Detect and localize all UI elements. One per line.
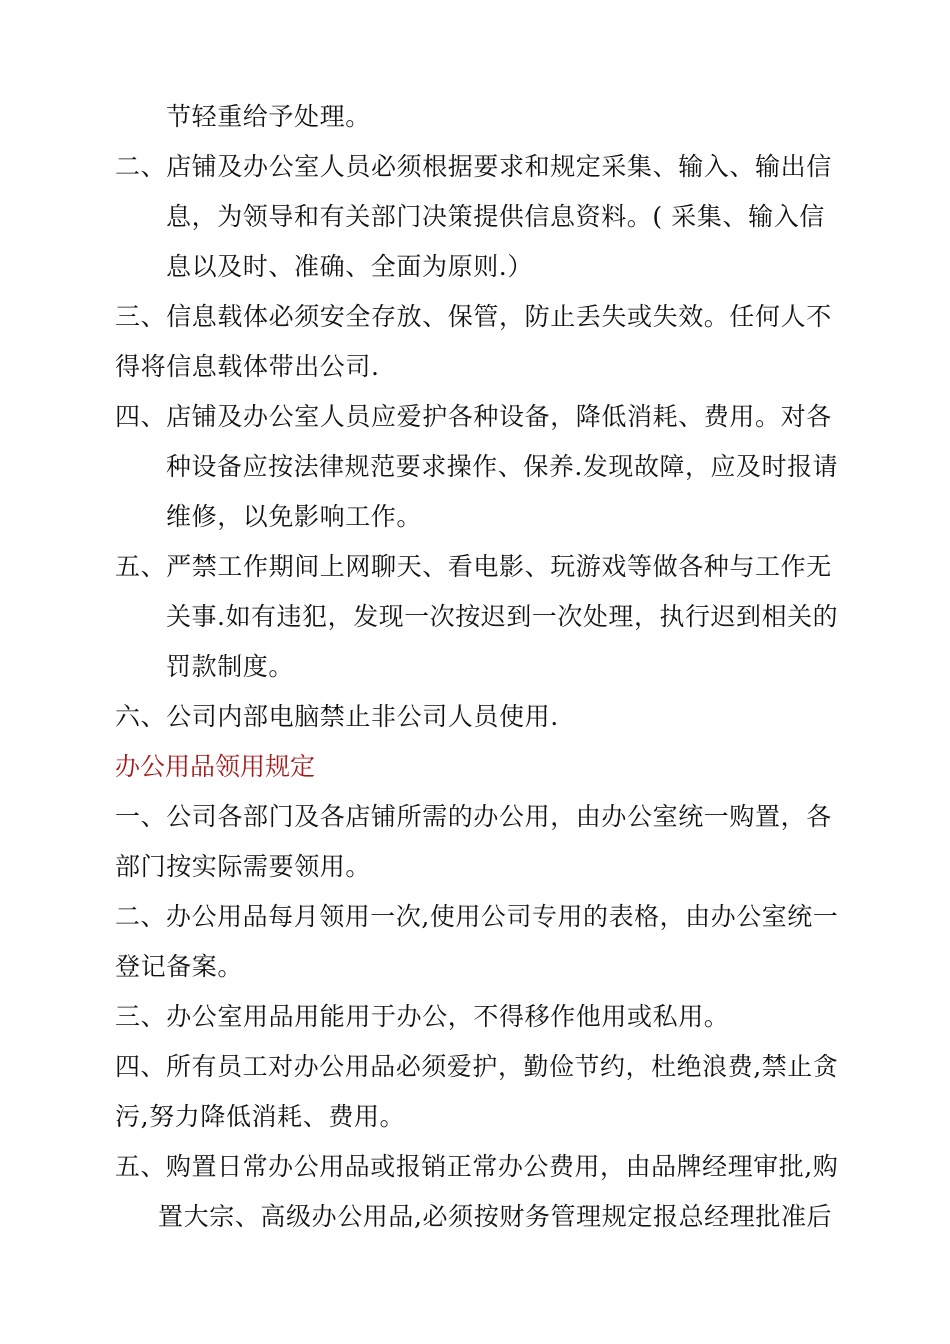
text-line: 息，为领导和有关部门决策提供信息资料。( 采集、输入信 bbox=[166, 202, 825, 231]
text-line: 节轻重给予处理。 bbox=[166, 102, 371, 131]
text-line: 一、公司各部门及各店铺所需的办公用，由办公室统一购置，各 bbox=[115, 802, 832, 831]
text-line: 种设备应按法律规范要求操作、保养.发现故障，应及时报请 bbox=[166, 452, 839, 481]
text-line: 四、所有员工对办公用品必须爱护，勤俭节约，杜绝浪费,禁止贪 bbox=[115, 1052, 839, 1081]
text-line: 维修，以免影响工作。 bbox=[166, 502, 423, 531]
text-line: 息以及时、准确、全面为原则.） bbox=[166, 252, 533, 281]
text-line: 得将信息载体带出公司. bbox=[115, 352, 380, 381]
text-line: 二、办公用品每月领用一次,使用公司专用的表格，由办公室统一 bbox=[115, 902, 839, 931]
text-line: 六、公司内部电脑禁止非公司人员使用. bbox=[115, 702, 559, 731]
text-line: 五、严禁工作期间上网聊天、看电影、玩游戏等做各种与工作无 bbox=[115, 552, 832, 581]
text-line: 三、信息载体必须安全存放、保管，防止丢失或失效。任何人不 bbox=[115, 302, 832, 331]
text-line: 三、办公室用品用能用于办公，不得移作他用或私用。 bbox=[115, 1002, 730, 1031]
text-line: 五、购置日常办公用品或报销正常办公费用，由品牌经理审批,购 bbox=[115, 1152, 839, 1181]
text-line: 四、店铺及办公室人员应爱护各种设备，降低消耗、费用。对各 bbox=[115, 402, 832, 431]
text-line: 部门按实际需要领用。 bbox=[115, 852, 372, 881]
text-line: 污,努力降低消耗、费用。 bbox=[115, 1102, 406, 1131]
text-line: 关事.如有违犯，发现一次按迟到一次处理，执行迟到相关的 bbox=[166, 602, 839, 631]
text-line: 二、店铺及办公室人员必须根据要求和规定采集、输入、输出信 bbox=[115, 152, 832, 181]
text-line: 置大宗、高级办公用品,必须按财务管理规定报总经理批准后 bbox=[158, 1202, 833, 1231]
text-line: 罚款制度。 bbox=[166, 652, 295, 681]
section-heading: 办公用品领用规定 bbox=[115, 752, 316, 781]
text-line: 登记备案。 bbox=[115, 952, 244, 981]
